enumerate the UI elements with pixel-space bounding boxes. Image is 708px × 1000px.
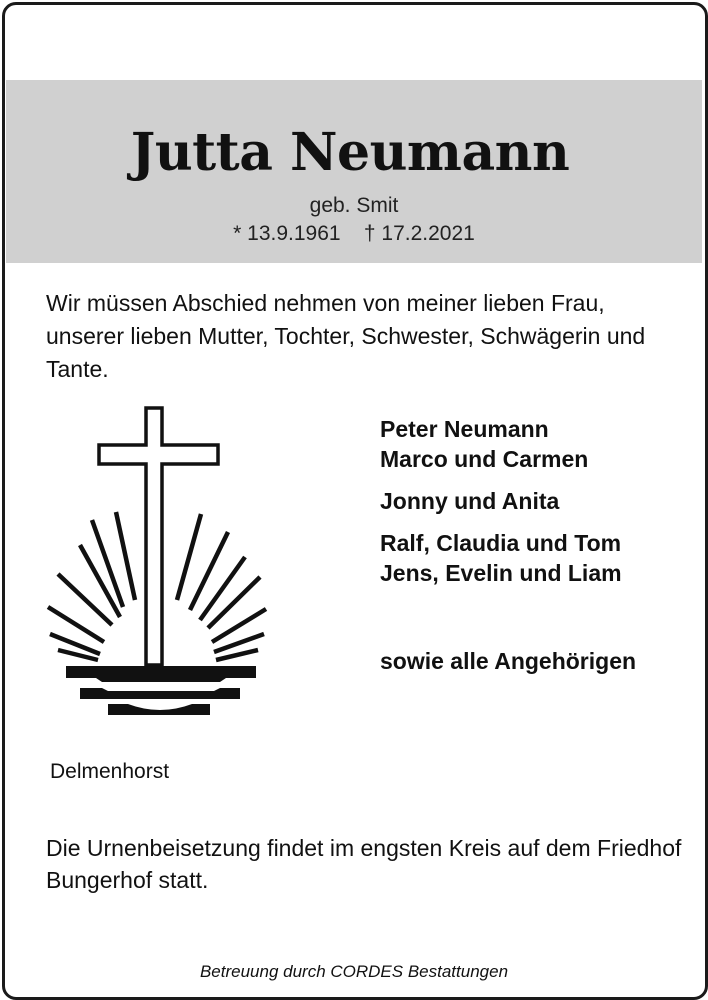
deceased-name: Jutta Neumann — [130, 122, 570, 183]
mourner-line: Ralf, Claudia und Tom — [380, 530, 622, 556]
burial-text: Die Urnenbeisetzung findet im engsten Kreis auf dem Friedhof Bungerhof statt. — [46, 835, 682, 893]
life-dates: * 13.9.1961 † 17.2.2021 — [233, 222, 475, 245]
mourner-line: Jonny und Anita — [380, 488, 560, 514]
intro-text: Wir müssen Abschied nehmen von meiner lieben Frau, unserer lieben Mutter, Tochter, Schwester, Schwägerin und Tante. — [46, 290, 646, 382]
cross-sunrise-icon — [40, 402, 280, 722]
place-name: Delmenhorst — [50, 760, 170, 783]
mourner-line: Marco und Carmen — [380, 446, 589, 472]
mourners-list — [380, 414, 700, 676]
mourner-line: Jens, Evelin und Liam — [380, 560, 622, 586]
maiden-name: geb. Smit — [309, 194, 399, 217]
footer-credit: Betreuung durch CORDES Bestattungen — [199, 962, 509, 981]
mourner-line: sowie alle Angehörigen — [380, 648, 637, 674]
mourner-line: Peter Neumann — [380, 416, 549, 442]
